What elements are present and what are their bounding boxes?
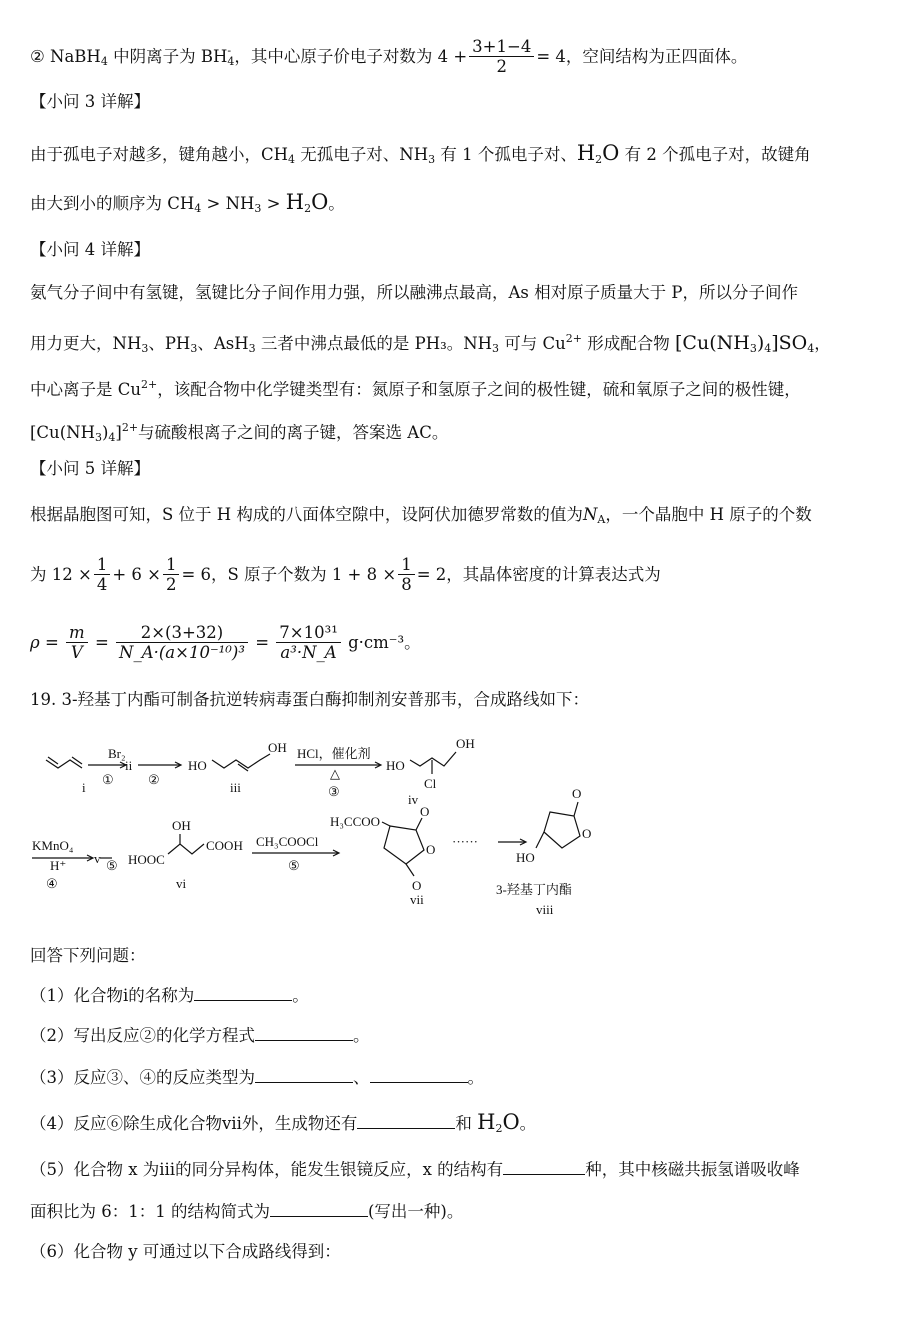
butadiene-skeleton — [46, 760, 82, 768]
ellipsis: ······ — [452, 834, 478, 849]
reagent-acyl-chloride: CH₃COOCl — [256, 834, 319, 849]
text: N — [582, 505, 598, 524]
sub: 3 — [94, 431, 102, 444]
text: ρ = — [30, 633, 59, 652]
sub: 2 — [595, 153, 603, 166]
sub: 4 — [108, 431, 116, 444]
fraction — [116, 624, 248, 663]
paragraph-line — [30, 373, 878, 402]
sub: 3 — [492, 342, 500, 355]
text: = 4，空间结构为正四面体。 — [536, 47, 748, 66]
sub: 4 — [807, 342, 815, 355]
fraction — [469, 38, 534, 77]
sup: 2+ — [565, 332, 583, 345]
sup: 2+ — [141, 378, 158, 391]
answer-blank[interactable] — [357, 1114, 455, 1129]
text: 面积比为 6：1：1 的结构简式为 — [30, 1202, 270, 1221]
step-label: ② — [148, 772, 160, 787]
reagent-acid: H⁺ — [50, 858, 67, 873]
sub: 3 — [254, 202, 262, 215]
text: > NH — [201, 194, 255, 213]
text: + 6 × — [112, 565, 161, 584]
numerator: 2×(3+32) — [116, 624, 248, 643]
sub-question-5-cont — [30, 1200, 878, 1224]
sub: 3 — [428, 153, 436, 166]
text: 。 — [467, 1068, 484, 1087]
sub: 2 — [304, 202, 312, 215]
text: 根据晶胞图可知，S 位于 H 构成的八面体空隙中，设阿伏加德罗常数的值为 — [30, 505, 583, 524]
sub-question-6: （6）化合物 y 可通过以下合成路线得到： — [30, 1242, 341, 1261]
section-heading-5: 【小问 5 详解】 — [30, 459, 150, 478]
text: H — [477, 1110, 496, 1134]
compound-iv-label: iv — [408, 792, 419, 807]
sup: - — [227, 44, 232, 57]
oxygen-label: O — [572, 786, 582, 801]
text: 、AsH — [197, 334, 249, 353]
text: （3）反应③、④的反应类型为 — [30, 1068, 255, 1087]
text: g·cm⁻³。 — [348, 633, 421, 652]
question-19: 19. 3-羟基丁内酯可制备抗逆转病毒蛋白酶抑制剂安普那韦，合成路线如下： — [30, 690, 590, 709]
text: 由大到小的顺序为 CH — [30, 194, 195, 213]
section-heading-3: 【小问 3 详解】 — [30, 92, 150, 111]
compound-vi-label: vi — [176, 876, 187, 891]
text: = 6，S 原子个数为 1 + 8 × — [181, 565, 397, 584]
text: 、 — [353, 1068, 370, 1087]
denominator: 4 — [96, 575, 108, 594]
text: 、PH — [148, 334, 191, 353]
density-formula — [30, 624, 878, 663]
numerator: 1 — [398, 556, 415, 575]
text: > — [261, 194, 286, 213]
text: 无孤电子对、NH — [295, 145, 429, 164]
sub: A — [597, 513, 606, 526]
synthesis-scheme — [30, 730, 680, 930]
denominator: 2 — [496, 57, 507, 76]
text: = 2，其晶体密度的计算表达式为 — [416, 565, 661, 584]
compound-vii-label: vii — [410, 892, 424, 907]
numerator: m — [66, 624, 88, 643]
carboxyl-label: COOH — [206, 838, 243, 853]
text: = — [94, 633, 109, 652]
text: ，该配合物中化学键类型有：氮原子和氢原子之间的极性键，硫和氧原子之间的极性键， — [157, 380, 801, 399]
numerator: 1 — [94, 556, 111, 575]
oxygen-label: O — [420, 804, 430, 819]
numerator: 7×10³¹ — [276, 624, 341, 643]
hydroxyl-label: HO — [188, 758, 207, 773]
compound-iii-label: iii — [230, 780, 241, 795]
compound-vii-ring — [384, 826, 424, 864]
oxygen-label: O — [582, 826, 592, 841]
nabh4-line — [30, 38, 878, 77]
text: 。 — [353, 1026, 370, 1045]
sup: 2+ — [121, 421, 139, 434]
sub: 3 — [749, 342, 757, 355]
text: ， — [814, 334, 831, 353]
chloro-label: Cl — [424, 776, 437, 791]
answer-prompt: 回答下列问题： — [30, 946, 146, 965]
step-label: ⑤ — [288, 858, 300, 873]
text: （1）化合物ⅰ的名称为 — [30, 986, 195, 1005]
hydroxyl-label: OH — [172, 818, 191, 833]
sub-question-3 — [30, 1066, 878, 1090]
sub-question-5 — [30, 1158, 878, 1182]
denominator: a³·N_A — [280, 643, 337, 662]
text: O — [502, 1110, 520, 1134]
text: (写出一种)。 — [367, 1202, 464, 1221]
text: 为 12 × — [30, 565, 92, 584]
oxygen-label: O — [412, 878, 422, 893]
sub-question-1 — [30, 984, 878, 1008]
text: 和 — [455, 1114, 472, 1133]
paragraph-line — [30, 416, 878, 450]
paragraph-line — [30, 503, 878, 532]
text: ]SO — [771, 332, 808, 354]
fraction — [163, 556, 180, 595]
reagent-kmno4: KMnO₄ — [32, 838, 74, 853]
text: 。 — [328, 194, 345, 213]
text: 种，其中核磁共振氢谱吸收峰 — [585, 1160, 800, 1179]
compound-viii-label: viii — [536, 902, 554, 917]
heat-symbol: △ — [330, 766, 340, 781]
step-label: ④ — [46, 876, 58, 891]
step-label: ① — [102, 772, 114, 787]
text: 形成配合物 — [582, 334, 670, 353]
compound-v-label: v — [94, 851, 101, 866]
sub: 4 — [100, 55, 108, 68]
sub: 3 — [190, 342, 198, 355]
answer-blank[interactable] — [255, 1026, 353, 1041]
paragraph-line — [30, 141, 878, 172]
sub-question-2 — [30, 1024, 878, 1048]
text: 中心离子是 Cu — [30, 380, 141, 399]
text: ) — [101, 423, 109, 442]
text: 三者中沸点最低的是 PH₃。NH — [255, 334, 493, 353]
acetoxy-label: H₃CCOO — [330, 814, 381, 829]
text: 用力更大，NH — [30, 334, 142, 353]
reagent-br2: Br₂ — [108, 746, 126, 761]
sub-question-4 — [30, 1110, 878, 1141]
section-heading-4: 【小问 4 详解】 — [30, 240, 150, 259]
text: [Cu(NH — [675, 332, 750, 354]
paragraph-line — [30, 327, 878, 361]
compound-i-label: i — [82, 780, 86, 795]
text: ，一个晶胞中 H 原子的个数 — [605, 505, 812, 524]
text: 由于孤电子对越多，键角越小，CH — [30, 145, 289, 164]
compound-iv-skeleton — [410, 752, 456, 766]
text: 与硫酸根离子之间的离子键，答案选 AC。 — [138, 423, 449, 442]
sub: 4 — [764, 342, 772, 355]
text: O — [311, 190, 329, 214]
answer-blank[interactable] — [194, 986, 292, 1001]
sub: 4 — [227, 55, 235, 68]
denominator: 8 — [401, 575, 412, 594]
text: ) — [756, 332, 765, 354]
answer-blank[interactable] — [503, 1160, 585, 1175]
compound-vi-skeleton — [168, 844, 204, 854]
text: [Cu(NH — [30, 423, 95, 442]
text: 4 + — [437, 47, 468, 66]
text: 中阴离子为 BH — [107, 47, 228, 66]
text: ，其中心原子价电子对数为 — [234, 47, 433, 66]
hydroxyl-label: OH — [456, 736, 475, 751]
paragraph-line — [30, 556, 878, 595]
denominator: N_A·(a×10⁻¹⁰)³ — [119, 643, 245, 662]
text: （4）反应⑥除生成化合物ⅶ外，生成物还有 — [30, 1114, 358, 1133]
sub: 3 — [141, 342, 149, 355]
step-label: ⑤ — [106, 858, 118, 873]
text: ② NaBH — [30, 47, 101, 66]
sub: 4 — [288, 153, 296, 166]
fraction — [398, 556, 415, 595]
fraction — [276, 624, 341, 663]
paragraph-line: 氨气分子间中有氢键，氢键比分子间作用力强，所以融沸点最高，As 相对原子质量大于 P，所以分子间作 — [30, 283, 798, 302]
compound-ii-label: ii — [125, 758, 133, 773]
sub: 4 — [194, 202, 202, 215]
fraction — [66, 624, 88, 663]
numerator: 3+1−4 — [469, 38, 534, 57]
denominator: 2 — [165, 575, 177, 594]
hydroxyl-label: OH — [268, 740, 287, 755]
answer-blank[interactable] — [270, 1202, 368, 1217]
text: 。 — [292, 986, 309, 1005]
carboxyl-label: HOOC — [128, 852, 165, 867]
answer-blank[interactable] — [370, 1068, 468, 1083]
reagent-hcl: HCl，催化剂 — [297, 746, 371, 761]
sub: 2 — [495, 1122, 503, 1135]
text: 。 — [519, 1114, 537, 1133]
hydroxyl-label: HO — [516, 850, 535, 865]
text: （2）写出反应②的化学方程式 — [30, 1026, 255, 1045]
numerator: 1 — [163, 556, 180, 575]
text: ] — [115, 423, 122, 442]
answer-blank[interactable] — [255, 1068, 353, 1083]
oxygen-label: O — [426, 842, 436, 857]
text: 有 2 个孤电子对，故键角 — [619, 145, 811, 164]
text: H — [576, 141, 596, 165]
paragraph-line — [30, 190, 878, 221]
sub: 3 — [248, 342, 256, 355]
text: H — [285, 190, 305, 214]
text: 可与 Cu — [499, 334, 566, 353]
text: O — [602, 141, 620, 165]
compound-viii-name: 3-羟基丁内酯 — [496, 882, 572, 897]
denominator: V — [70, 643, 83, 662]
text: = — [255, 633, 270, 652]
step-label: ③ — [328, 784, 340, 799]
hydroxyl-label: HO — [386, 758, 405, 773]
fraction — [94, 556, 111, 595]
text: （5）化合物 x 为ⅲ的同分异构体，能发生银镜反应，x 的结构有 — [30, 1160, 504, 1179]
text: 有 1 个孤电子对、 — [435, 145, 577, 164]
compound-viii-ring — [544, 812, 580, 848]
